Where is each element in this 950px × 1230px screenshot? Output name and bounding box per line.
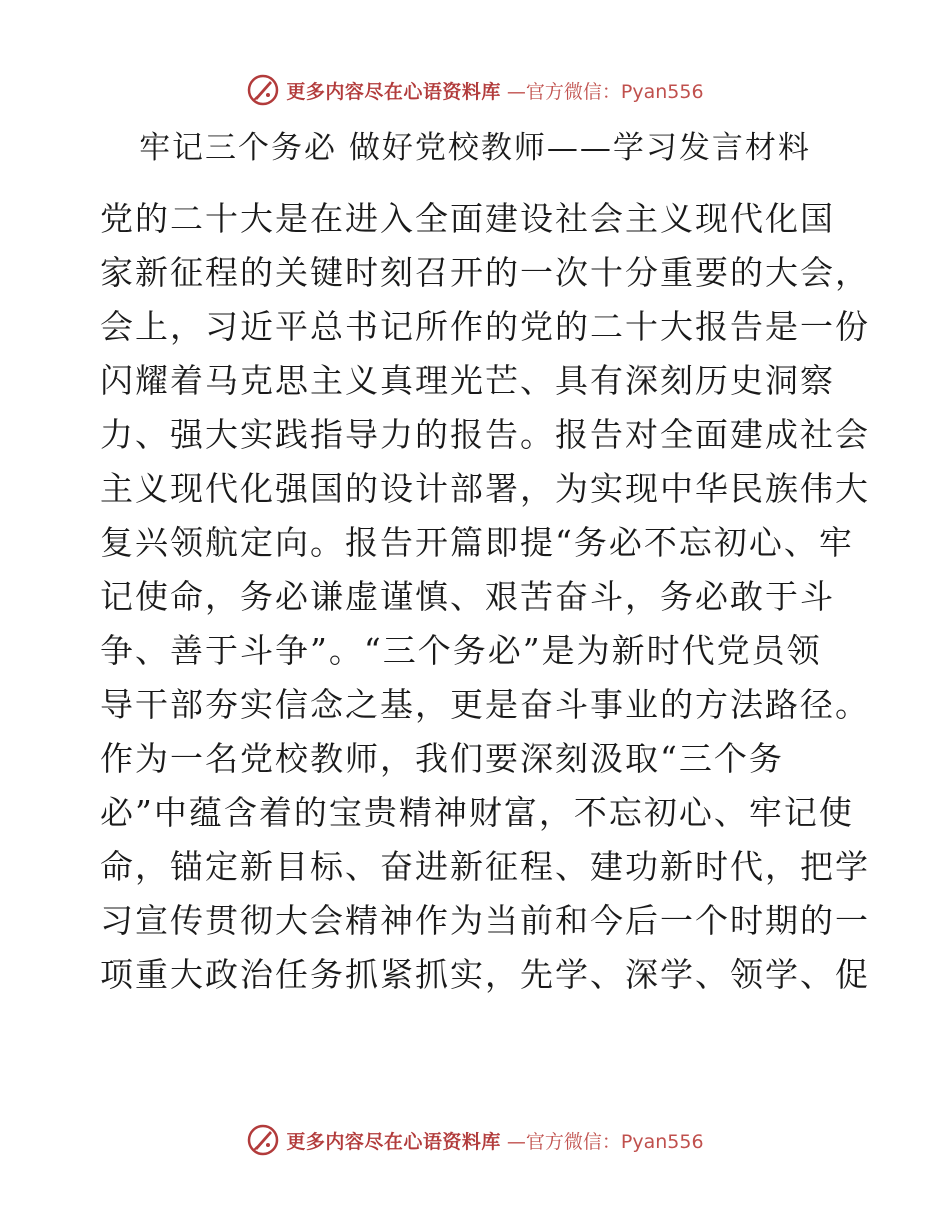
body-line: 闪耀着马克思主义真理光芒、具有深刻历史洞察: [100, 361, 835, 400]
body-line: 争、善于斗争”。“三个务必”是为新时代党员领: [100, 631, 822, 670]
body-line: 项重大政治任务抓紧抓实，先学、深学、领学、促: [100, 955, 870, 994]
body-line: 导干部夯实信念之基，更是奋斗事业的方法路径。: [100, 685, 870, 724]
quill-pen-logo-icon: [246, 1123, 280, 1157]
footer-banner: [0, 1120, 950, 1160]
body-line: 复兴领航定向。报告开篇即提“务必不忘初心、牢: [100, 523, 854, 562]
quill-pen-logo-icon: [246, 73, 280, 107]
footer-contact-text: —官方微信：Pyan556: [506, 1130, 704, 1153]
document-title: 牢记三个务必 做好党校教师——学习发言材料: [139, 130, 811, 166]
body-line: 家新征程的关键时刻召开的一次十分重要的大会，: [100, 253, 870, 292]
body-line: 会上，习近平总书记所作的党的二十大报告是一份: [100, 307, 870, 346]
header-brand-text: 更多内容尽在心语资料库: [286, 80, 501, 103]
footer-brand-text: 更多内容尽在心语资料库: [286, 1130, 501, 1153]
body-line: 主义现代化强国的设计部署，为实现中华民族伟大: [100, 469, 870, 508]
body-line: 命，锚定新目标、奋进新征程、建功新时代，把学: [100, 847, 870, 886]
body-line: 力、强大实践指导力的报告。报告对全面建成社会: [100, 415, 870, 454]
header-banner: [0, 70, 950, 110]
header-contact-text: —官方微信：Pyan556: [506, 80, 704, 103]
body-line: 记使命，务必谦虚谨慎、艰苦奋斗，务必敢于斗: [100, 577, 835, 616]
body-line: 作为一名党校教师，我们要深刻汲取“三个务: [100, 739, 784, 778]
body-line: 必”中蕴含着的宝贵精神财富，不忘初心、牢记使: [100, 793, 854, 832]
body-line: 习宣传贯彻大会精神作为当前和今后一个时期的一: [100, 901, 870, 940]
body-line: 党的二十大是在进入全面建设社会主义现代化国: [100, 199, 835, 238]
document-body: [100, 192, 870, 1002]
